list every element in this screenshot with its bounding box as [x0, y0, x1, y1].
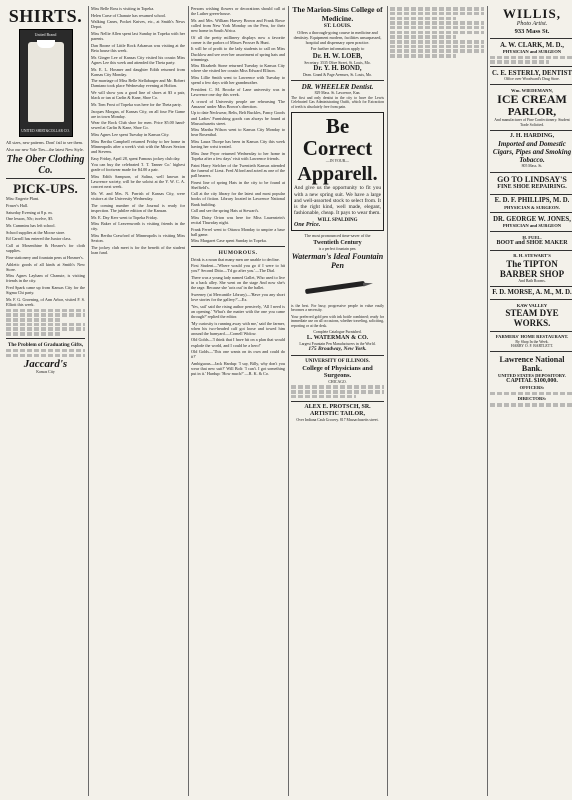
esterly-name: C. E. ESTERLY, DENTIST [492, 69, 572, 77]
news-item: Miss Nellie Allen spent last Sunday in Topeka with her parents. [91, 31, 185, 42]
clark-name: A. W. CLARK, M. D., [500, 41, 564, 49]
esterly-office: Office over Woodward's Drug Store. [504, 77, 560, 82]
text-line [390, 7, 484, 11]
divider [6, 178, 85, 179]
column-3 [188, 6, 285, 796]
news-item: Miss Martha Wilson went to Kansas City Monday to hear Rosenthal. [191, 127, 285, 138]
text-line [390, 21, 484, 25]
shirts-text-2: Also our new Yale Ties—the latest New Style. [6, 146, 84, 152]
stewart-name: R. H. STEWART'S [513, 253, 551, 259]
divider [490, 331, 572, 332]
pickup-item: Miss Agnes Layham of Chanute, is visiting friends in the city. [6, 273, 85, 284]
farmers-restaurant: FARMERS' HOME RESTAURANT. [495, 334, 569, 340]
tipton-heading: The TIPTON BARBER SHOP [499, 258, 565, 279]
text-line [6, 323, 85, 327]
news-item: Miss Daisy Orton was here for Miss Lauenstein's recital Thursday night. [191, 214, 285, 225]
jones-name: DR. GEORGE W. JONES, [493, 215, 571, 223]
waterman-heading: Waterman's Ideal Fountain Pen [291, 251, 384, 270]
news-item: Jacques Morgan, of Kansas City, on all four Pie Game are in town Monday. [91, 108, 185, 119]
text-line [490, 392, 572, 396]
waterman-address: 175 Broadway, New York. [308, 346, 367, 353]
pickup-item: Misc Engerie Plant. [6, 196, 40, 202]
divider [490, 212, 572, 213]
morse-name: F. D. MORSE, A. M., M. D. [492, 289, 572, 297]
popular-text: The most pronounced time-saver of the [304, 233, 371, 239]
one-price-label: One Price. [294, 222, 321, 229]
divider [490, 194, 572, 195]
joke-item: 'My curiosity is running away with me,' said the farmer, when his two-headed calf got loose and towed him around the barnyard.—Cornell Widow. [191, 320, 285, 336]
news-item: Helen Carse of Chanute has resumed school. [91, 12, 167, 18]
news-item: President C. M. Brooke of Lane university was in Lawrence one day this week. [191, 86, 285, 97]
collar-illustration [37, 40, 55, 48]
text-line [490, 56, 572, 60]
divider [291, 80, 384, 81]
lindsay-heading: GO TO LINDSAY'S [497, 175, 567, 185]
divider [490, 66, 572, 67]
text-line [390, 26, 484, 30]
news-item: You can buy the celebrated 'J. T. Tanner Co.' highest grade of footwear made for $4.00 a pair. [91, 162, 185, 173]
st-louis-label: ST. LOUIS. [323, 23, 352, 29]
news-item: Mr. E. Day Kerr went to Topeka Friday. [91, 214, 158, 220]
bond-address: Dean. Grand & Page Avenues, St. Louis, Mo. [302, 72, 373, 77]
news-item: Of all the pretty millinery displays now a favorite corner is the parlors of Misses Prosser & Hunt. [191, 34, 285, 45]
wiedemann-name: Wm. WIEDEMANN, [511, 87, 553, 93]
news-item: Persons wishing flowers or decorations should call at the Luther green-house. [191, 6, 285, 17]
pickup-item: Call at Mosenthine & Hosner's for cloth supplies. [6, 243, 85, 254]
text-line [390, 35, 456, 39]
text-line [390, 54, 456, 58]
news-item: Paint Harry Stelcher of the Twentieth Kansas attended the funeral of Lieut. Fred Alford and acted as one of the pall bearers. [191, 162, 285, 178]
news-item: Call at the city library for the latest and most popular books of fiction. Library located in Lawrence National Bank building. [191, 191, 285, 207]
shirt-maker-label: UNITED SHIRT&COLLAR CO. [21, 128, 70, 133]
news-item: Up to date Neckwear, Belts, Belt Buckles, Fancy Goods and Ladies' Furnishing goods can always be found at Massachusetts street. [191, 110, 285, 126]
text-line [390, 17, 456, 21]
text-line [6, 313, 85, 317]
joke-item: Sweeney (at Mercantile Library)—'Have you any short love stories for the gallery?'—Ex. [191, 291, 285, 302]
marion-text: Offers a thorough-going course in medicine and dentistry. Equipment modern, facilities unsurpassed, hospital and dispensary open practice. [293, 29, 382, 45]
boot-shoe-maker: BOOT and SHOE MAKER [496, 240, 568, 247]
local-news-list [91, 6, 185, 255]
divider [490, 84, 572, 85]
phillips-name: E. D. F. PHILLIPS, M. D. [494, 197, 570, 205]
spalding-name: WILL SPALDING [317, 218, 358, 224]
jaccards-city: Kansas City [36, 370, 55, 375]
joke-item: There was a young lady named Gallet, Who used to live in a back alley. She went on the stage And now she's the rage. Because she 'acts out' in the ballet. [191, 275, 285, 291]
parlor-text: And manufacturer of Fine Confectionery. Student Trade Solicited. [494, 118, 570, 127]
catalogue-note: Complete Catalogue Furnished. [313, 329, 362, 334]
willis-heading: WILLIS, [503, 6, 561, 21]
marion-foot: For further information apply to [310, 46, 365, 52]
text-line [390, 31, 484, 35]
jokes-list [191, 257, 285, 377]
shirts-heading: SHIRTS. [8, 6, 83, 26]
news-item: Dan Boone of Little Rock Arkansas was visiting at the Beta house this week. [91, 42, 185, 54]
divider [490, 130, 572, 131]
pickup-item: School supplies at the Moose store. [6, 229, 66, 235]
pickup-item: Ed Carroll has entered the Junior class. [6, 236, 72, 242]
text-line [390, 40, 484, 44]
column-5 [387, 6, 484, 796]
clark-title: PHYSICIAN and SURGEON [502, 49, 562, 54]
twentieth-century: Twentieth Century [313, 240, 362, 247]
shirt-illustration [28, 42, 64, 122]
humorous-heading: HUMOROUS. [218, 249, 258, 256]
news-item: Miss Baker of Leavenworth is visiting friends in the city. [91, 221, 185, 232]
university-heading: UNIVERSITY OF ILLINOIS. [305, 358, 370, 364]
text-line [6, 318, 61, 322]
fuel-name: H. FUEL. [522, 234, 542, 240]
text-line [6, 354, 85, 358]
parlor-heading: PARLOR, [507, 106, 557, 119]
fountain-pen-illustration [301, 272, 375, 302]
wheeler-address: 829 Mass. St. Lawrence, Kan. [314, 91, 361, 96]
bartlett-name: HARRY O. F. BARTLETT. [510, 344, 554, 349]
news-item: Call and see the spring Hats at Stewart's. [191, 208, 260, 214]
fine-shoe-repairing: FINE SHOE REPAIRING. [497, 184, 567, 191]
news-item: Miss Bertha Crawford of Minneapolis is visiting Miss Sexton. [91, 233, 185, 244]
bond-name: Dr. Y. H. BOND, [313, 65, 362, 73]
waterman-company: L. WATERMAN & CO. [306, 334, 369, 341]
kaw-valley: KAW VALLEY [516, 302, 548, 308]
news-item: Mr. E. L. Hosmer and daughter Edith returned from Kansas City Monday. [91, 66, 185, 77]
divider [490, 250, 572, 251]
text-line [6, 349, 85, 353]
pen-more-text: Your preferred gold pen with ink bottle combined; ready for immediate use on all occasions, whether traveling, soliciting, reporting or at the desk. [291, 314, 384, 328]
text-line [490, 403, 572, 407]
pickup-item: Saturday Evening at 8 p. m. [6, 209, 53, 215]
chicago-label: CHICAGO. [328, 379, 347, 384]
text-line [291, 395, 356, 399]
news-item: Miss Belle Ross is visiting in Topeka. [91, 6, 155, 11]
joke-item: Old Golds—'I think that I have hit on a plan that would explode the world, and I could be a hero!' [191, 337, 285, 348]
pickup-item: Athletic goods of all kinds at Smith's New Store. [6, 261, 85, 272]
depository-label: UNITED STATES DEPOSITORY. [498, 372, 566, 378]
news-item: Mr. Tom Frost of Topeka was here for the Theta party. [91, 101, 182, 107]
text-line [390, 45, 484, 49]
text-line [291, 385, 384, 389]
loeb-address: Secretary. 3535 Olive Street, St. Louis, Mo. [304, 60, 371, 65]
divider [191, 246, 285, 247]
shirt-brand-label: United Brand [34, 32, 57, 37]
spalding-ad [291, 112, 384, 232]
divider [490, 172, 572, 173]
joke-item: First Student—'Where would you go if I were to hit you?' Second Ditto—'I'd go after you.'—The Dial. [191, 263, 285, 274]
news-item: Miss Edith Sampson, of Salina, well known in Lawrence society, will be the soloist at the Y. W. C. A. concert next week. [91, 174, 185, 190]
wheeler-text: The first and only dentist in the city to have the Lewis Celebrated Gas Administrating Outfit, which for Extraction of teeth is absolutely free from pain. [291, 95, 384, 110]
divider [490, 231, 572, 232]
pickup-item: Fred Spark came up from Kansas City for the Sigma Chi party. [6, 285, 85, 296]
divider [490, 38, 572, 39]
news-item: A crowd of University people are rehearsing 'The Amazon' under Miss Brown's direction. [191, 98, 285, 109]
directors-label: DIRECTORS: [517, 396, 547, 402]
protsch-address: Over Indiana Cash Grocery. 817 Massachusetts street. [296, 418, 379, 423]
pickup-item: Mr. Cummins has left school. [6, 223, 56, 229]
news-item: Miss Lillie Smith went to Lawrence with Tuesday to spend a few days with her grandmother. [191, 75, 285, 86]
news-item: Miss Agnes Lee spent Tuesday in Kansas City. [91, 132, 170, 138]
wheeler-heading: DR. WHEELER Dentist. [301, 83, 374, 92]
pickups-list [6, 196, 85, 307]
harding-name: J. H. HARDING, [509, 133, 555, 140]
news-item: Finest line of spring Hats in the city to be found at Sheffield's. [191, 179, 285, 190]
physicians-heading: College of Physicians and Surgeons. [302, 364, 373, 380]
perfect-pen: is a perfect fountain pen. [318, 247, 357, 252]
divider [490, 351, 572, 352]
protsch-heading: ALEX E. PROTSCH, SR. ARTISTIC TAILOR, [304, 404, 371, 418]
text-line [6, 332, 61, 336]
news-item: Walking Canes, Pocket Knives, etc., at Smith's News Depot. [91, 19, 185, 30]
bath-rooms: And Bath Rooms. [518, 278, 546, 283]
pickup-item: Fraser's Hall. [6, 202, 29, 208]
officers-label: OFFICERS: [519, 385, 545, 391]
joke-item: Ambiguous—Jack Hardup: 'I say, Billy, why don't you wear that new suit?' Will Bolt: 'I can't. I got something put in it.' Hardup: 'How much?' —R. K. & Co. [191, 360, 285, 377]
text-line [6, 327, 85, 331]
news-item: Miss Elizabeth Stone returned Tuesday to Kansas City where she visited her cousin Miss Edward Ellison. [191, 63, 285, 74]
joke-item: Old Golds—'This one wants on its own and could do it?' [191, 349, 285, 360]
news-item: It will be of profit to the lady students to call on Miss Ducklow and see over her assortment of spring hats and trimmings. [191, 46, 285, 62]
column-4 [288, 6, 384, 796]
apparell-text: And give us the opportunity to fit you with a new spring suit. We have a large and well-assorted stock to select from. It is the right kind, well made, elegant, fashionable, cheap. It pays to wear them. [294, 185, 381, 217]
news-item: Miss Jane Pryor returned Wednesday to her home in Topeka after a few days' visit with Lawrence friends. [191, 150, 285, 161]
capital-label: CAPITAL $100,000. [506, 378, 558, 385]
willis-address: 933 Mass St. [514, 28, 550, 35]
news-item: We will show you a good line of shoes at $3 a pair, black or tan at Carlin & Kane, Shoe Co. [91, 90, 185, 101]
be-correct-heading: Be Correct [302, 113, 373, 160]
divider [291, 401, 384, 402]
news-item: Mr. W. and Mrs. N. Parrish of Kansas City, were visitors at the University Wednesday. [91, 191, 185, 202]
divider [6, 338, 85, 339]
news-item: The coming number of the Journal is ready for inspection. The jubilee edition of the Kansan. [91, 202, 185, 213]
jones-title: PHYSICIAN and SURGEON [502, 223, 562, 229]
divider [490, 286, 572, 287]
joke-item: 'Yes, sail' said the rising author pensively, 'All I need is an opening.' 'What's the matter with the one you came through?' replied the editor. [191, 303, 285, 319]
graduating-gifts-heading: The Problem of Graduating Gifts, [7, 341, 84, 348]
text-line [390, 12, 484, 16]
joke-item: Drink is a noun that many men are unable to decline. [191, 256, 280, 262]
news-item: Mr. and Mrs. William Harvey Brown and Frank Rowe called from New York Monday on the Peru, for their new home in South Africa. [191, 17, 285, 33]
shop-in-week: By Shop In the Week. [515, 339, 549, 344]
photo-artist-label: Photo Artist. [516, 21, 548, 27]
news-item: Miss Laura Thorpe has been in Kansas City this week having her wrist treated. [191, 139, 285, 150]
steam-dye-heading: STEAM DYE WORKS. [505, 308, 559, 329]
news-item: Mr. Ginger Lee of Kansas City visited his cousin Miss Agnes Lee this week and attended the Theta party. [91, 54, 185, 65]
news-item: Frank Ferrel went to Ottawa Monday to umpire a base ball game. [191, 226, 285, 237]
news-item: Miss Bertha Campbell returned Friday to her home in Minneapolis after a week's visit with the Misses Sexton and Stevens. [91, 138, 185, 154]
text-line [390, 49, 484, 53]
pen-text: is the best. For busy, progressive people in value easily becomes a necessity. [291, 303, 384, 313]
ice-cream-heading: ICE CREAM [497, 92, 567, 107]
news-item: Easy Friday, April 28, spent Famous jockey club day. [91, 155, 181, 161]
marion-sims-heading: The Marion-Sims College of Medicine. [292, 6, 383, 23]
divider [291, 355, 384, 356]
phillips-title: PHYSICIAN & SURGEON. [504, 204, 560, 210]
pickup-item: Fine stationery and fountain pens at Hosmer's. [6, 254, 84, 260]
pickup-item: One lesson, 50c; twelve, $5. [6, 216, 54, 222]
column-2 [88, 6, 185, 796]
text-line [291, 390, 384, 394]
text-line [490, 60, 549, 64]
lawrence-bank-heading: Lawrence National Bank. [499, 354, 565, 373]
text-line [6, 309, 85, 313]
shirt-advertisement-image [19, 29, 73, 137]
shirts-text-1: All sizes, new patterns. Dont' fail to see them. [6, 140, 83, 145]
news-item: Miss Margaret Case spent Sunday in Topeka. [191, 238, 267, 244]
in-your-label: —IN YOUR— [325, 158, 350, 163]
ober-clothing-ad: The Ober Clothing Co. [6, 153, 85, 176]
harding-address: 805 Mass. St. [521, 164, 543, 169]
news-item: Wear the Rock Club shoe for men. Price $5.00 hand-sewed at Carlin & Kane, Shoe Co. [91, 120, 185, 131]
loeb-name: Dr. H. W. LOEB, [312, 53, 363, 61]
pickup-item: Mr. F. G. Groening, of Ann Arbor, visited F. S. Elliott this week. [6, 296, 85, 307]
column-1 [6, 6, 85, 796]
pen-barrel [304, 281, 364, 294]
divider [490, 299, 572, 300]
waterman-largest: Largest Fountain Pen Manufacturers in the World. [299, 341, 376, 346]
society-news-list [191, 6, 285, 244]
imported-cigars: Imported and Domestic Cigars, Pipes and Smoking Tobacco. [492, 140, 572, 165]
apparell-heading: Apparell. [297, 163, 378, 186]
column-6 [487, 6, 572, 796]
news-item: The jockey club meet is for the benefit of the student loan fund. [91, 244, 185, 255]
pickups-heading: PICK-UPS. [13, 181, 78, 197]
jaccards-logo: Jaccard's [23, 358, 68, 371]
news-item: The marriage of Miss Belle Stellabarger and Mr. Robert Damiano took place Wednesday evening at Holton. [91, 78, 185, 89]
